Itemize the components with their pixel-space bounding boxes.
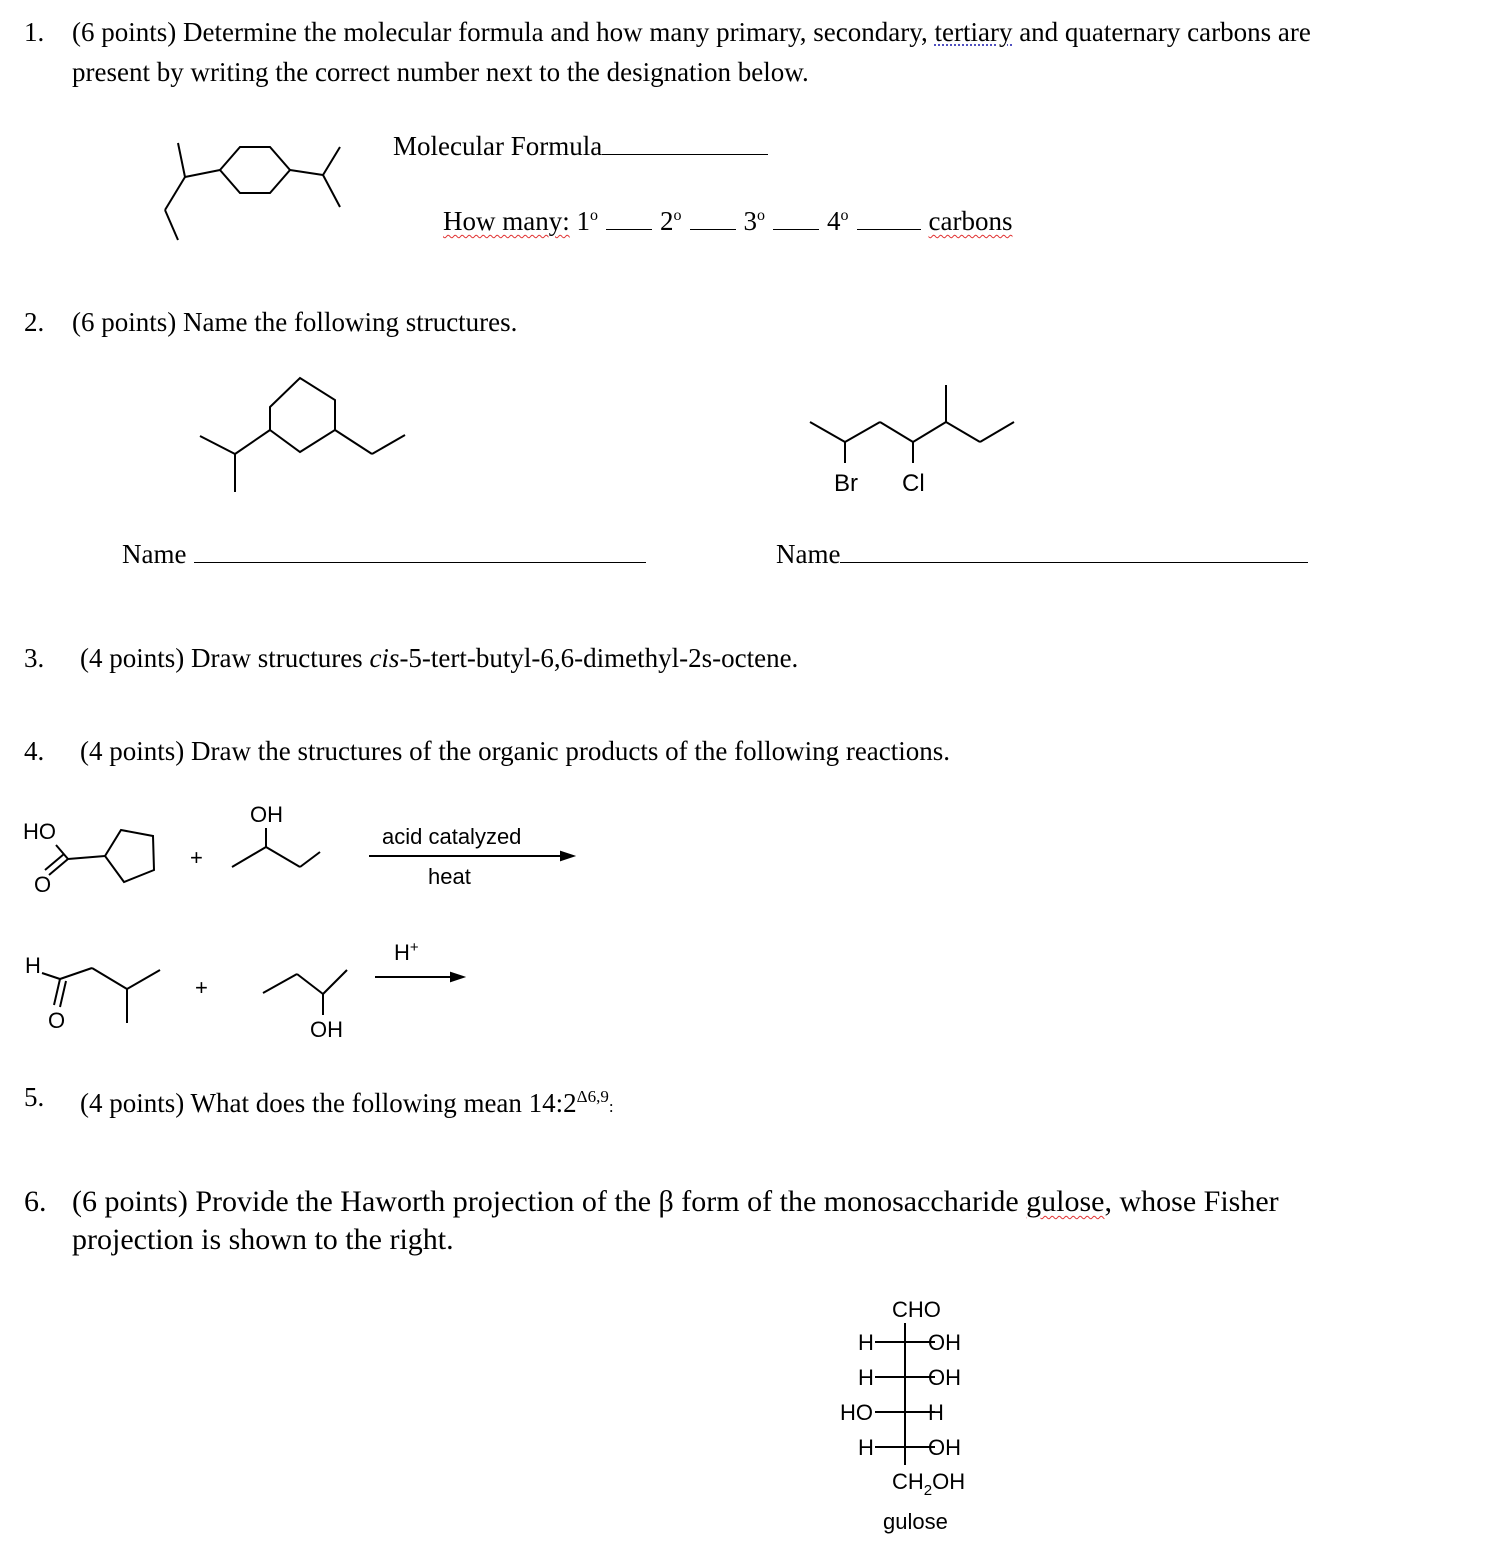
bond: [68, 856, 105, 859]
question-text-line-2: present by writing the correct number next to the designation below.: [72, 57, 809, 87]
carbonyl-bond: [45, 854, 64, 870]
chlorine-label: Cl: [902, 470, 925, 497]
bond: [165, 210, 178, 240]
bond: [946, 422, 980, 442]
primary-carbon-blank[interactable]: [606, 205, 652, 230]
q2-name-right: Name: [776, 536, 1308, 572]
carbon-count-row: How many: 1$^o$ 2$^o$ 3$^o$ 4$^o$ carbons: [443, 206, 1013, 236]
oxygen-label: O: [48, 1008, 66, 1033]
question-number: 2.: [24, 307, 45, 337]
molecular-formula-label: Molecular Formula: [393, 128, 768, 164]
carbonyl-bond: [54, 979, 60, 1005]
bond: [165, 177, 185, 210]
oxygen-label: O: [34, 872, 52, 897]
arrow-head: [561, 852, 573, 860]
bond: [913, 422, 946, 442]
bond: [323, 970, 347, 994]
plus-sign: +: [195, 975, 208, 1000]
question-number: 3.: [24, 643, 45, 673]
c3-right: OH: [928, 1365, 961, 1390]
bond: [235, 430, 270, 454]
question-6: [24, 1182, 1474, 1262]
question-text-line-2: projection is shown to the right.: [72, 1223, 454, 1256]
question-text: (4 points) Draw the structures of the organic products of the following reactions.: [80, 736, 951, 766]
c5-left: H: [858, 1435, 874, 1460]
bond: [323, 175, 340, 207]
name-blank-left[interactable]: [194, 538, 646, 563]
reaction-1: [20, 795, 580, 900]
bond: [185, 170, 220, 177]
question-text: (6 points) Determine the molecular formula and how many primary, secondary, tertiary and quaternary carbons are: [72, 17, 1311, 47]
bond: [845, 422, 880, 442]
q2-molecule-right: [800, 375, 1030, 500]
molecular-formula-blank[interactable]: [602, 130, 768, 155]
tertiary-carbon-blank[interactable]: [773, 205, 819, 230]
bond: [372, 435, 405, 454]
question-text: (4 points) What does the following mean $14:2^{\Delta 6,9}$:: [80, 1087, 614, 1118]
hydroxyl-label: HO: [23, 819, 56, 844]
c2-right: OH: [928, 1330, 961, 1355]
aldehyde-label: CHO: [892, 1297, 941, 1322]
question-number: 4.: [24, 736, 45, 766]
question-number: 5.: [24, 1082, 45, 1112]
question-1: [24, 12, 1474, 92]
bond: [335, 430, 372, 454]
hydrogen-label: H: [25, 953, 41, 978]
hydroxyl-label: OH: [310, 1017, 343, 1042]
bond: [810, 422, 845, 442]
acid-catalyst-label: H+: [394, 940, 419, 965]
bond: [232, 847, 266, 867]
cyclohexane-ring: [220, 147, 290, 193]
bond: [980, 422, 1014, 442]
arrow-head: [451, 973, 463, 981]
question-5: [24, 1077, 1024, 1117]
question-text: (6 points) Name the following structures.: [72, 307, 518, 337]
condition-bottom: heat: [428, 864, 471, 889]
cyclopentane-ring: [105, 830, 154, 882]
plus-sign: +: [190, 845, 203, 870]
c5-right: OH: [928, 1435, 961, 1460]
quaternary-carbon-blank[interactable]: [857, 205, 921, 230]
hydroxymethyl-label: $CH_2OH$: [892, 1469, 966, 1499]
name-blank-right[interactable]: [840, 538, 1308, 563]
q2-molecule-left: [190, 370, 420, 500]
q1-molecule: [150, 135, 360, 250]
c2-left: H: [858, 1330, 874, 1355]
bond: [60, 968, 92, 979]
bond: [297, 974, 323, 994]
bond: [880, 422, 913, 442]
question-4: [24, 731, 1124, 771]
bond: [266, 847, 300, 867]
question-number: 6.: [24, 1185, 47, 1218]
q2-name-left: Name: [122, 536, 646, 572]
bond: [290, 170, 323, 175]
bond: [92, 968, 127, 989]
c4-right: H: [928, 1400, 944, 1425]
bond: [300, 852, 320, 867]
question-text: (6 points) Provide the Haworth projection of the β form of the monosaccharide gulose, whose Fisher: [72, 1185, 1279, 1218]
fischer-projection: [830, 1290, 1000, 1550]
bond: [42, 973, 60, 979]
secondary-carbon-blank[interactable]: [690, 205, 736, 230]
bond: [200, 436, 235, 454]
bond: [323, 147, 340, 175]
hydroxyl-label: OH: [250, 802, 283, 827]
bromine-label: Br: [834, 470, 858, 497]
bond: [178, 143, 185, 177]
bond: [127, 970, 160, 989]
question-2: [24, 302, 1024, 342]
condition-top: acid catalyzed: [382, 824, 522, 849]
question-3: [24, 638, 1024, 678]
carbonyl-bond: [49, 859, 68, 875]
c3-left: H: [858, 1365, 874, 1390]
carbonyl-bond: [60, 981, 66, 1007]
cyclohexane-ring: [270, 378, 335, 452]
bond: [263, 974, 297, 993]
question-number: 1.: [24, 17, 45, 47]
reaction-2: [20, 940, 480, 1050]
sugar-name-label: gulose: [883, 1509, 948, 1534]
c4-left: HO: [840, 1400, 873, 1425]
question-text: (4 points) Draw structures cis-5-tert-butyl-6,6-dimethyl-2s-octene.: [80, 643, 799, 673]
